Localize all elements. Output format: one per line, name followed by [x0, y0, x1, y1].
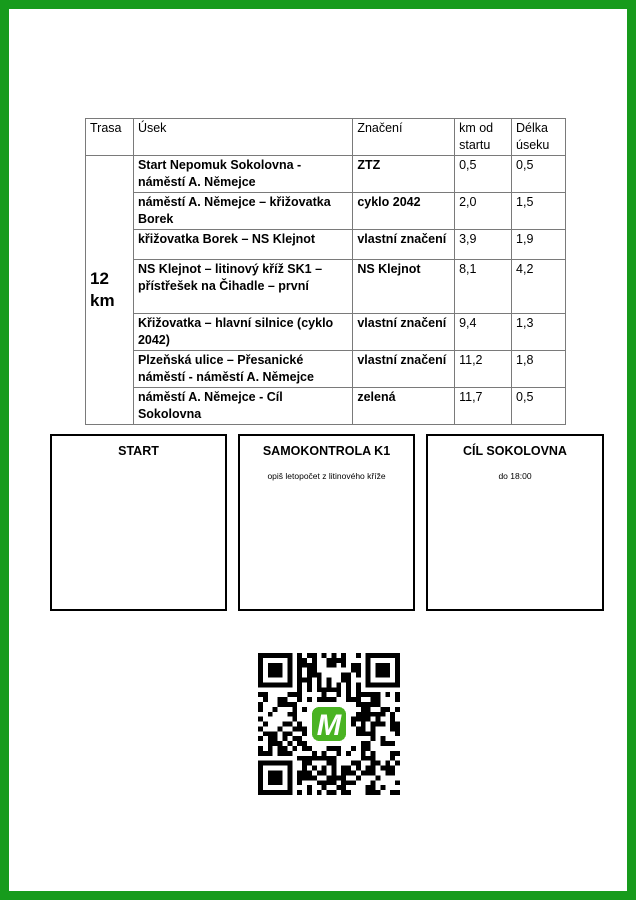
km-cell: 3,9 — [455, 230, 512, 260]
delka-cell: 1,8 — [512, 351, 566, 388]
znaceni-cell: ZTZ — [353, 156, 455, 193]
header-znaceni: Značení — [353, 119, 455, 156]
usek-line1: náměstí A. Němejce - Cíl — [137, 390, 283, 404]
km-cell: 11,2 — [455, 351, 512, 388]
usek-cell — [133, 193, 352, 230]
znaceni-cell: vlastní značení — [353, 351, 455, 388]
qr-logo-letter: M — [316, 708, 342, 742]
usek-cell: křižovatka Borek – NS Klejnot — [133, 230, 352, 260]
usek-line1: náměstí A. Němejce – křižovatka — [137, 195, 331, 209]
usek-line1: NS Klejnot – litinový kříž SK1 – — [137, 262, 323, 276]
k1-box-title: SAMOKONTROLA K1 — [262, 444, 391, 458]
usek-cell — [133, 388, 352, 425]
znaceni-cell: NS Klejnot — [353, 260, 455, 314]
km-cell: 9,4 — [455, 314, 512, 351]
header-delka-line1: Délka — [516, 121, 548, 135]
header-delka-line2: úseku — [516, 138, 550, 152]
usek-line1: Plzeňská ulice – Přesanické — [137, 353, 304, 367]
usek-cell — [133, 351, 352, 388]
table-header-row — [86, 119, 566, 156]
delka-cell: 1,5 — [512, 193, 566, 230]
usek-line2: náměstí A. Němejce — [137, 175, 256, 189]
header-km-line2: startu — [459, 138, 491, 152]
k1-box — [238, 434, 415, 611]
header-trasa: Trasa — [86, 119, 134, 156]
usek-line1: Křižovatka – hlavní silnice (cyklo — [137, 316, 334, 330]
k1-box-note: opiš letopočet z litinového kříže — [267, 471, 386, 481]
znaceni-cell: vlastní značení — [353, 230, 455, 260]
usek-line2: 2042) — [137, 333, 170, 347]
header-km — [455, 119, 512, 156]
usek-cell — [133, 156, 352, 193]
table-row — [86, 193, 566, 230]
usek-line2: přístřešek na Čihadle – první — [137, 279, 309, 293]
cil-box-note: do 18:00 — [498, 471, 532, 481]
header-delka — [512, 119, 566, 156]
delka-cell: 0,5 — [512, 388, 566, 425]
znaceni-cell: zelená — [353, 388, 455, 425]
znaceni-cell: cyklo 2042 — [353, 193, 455, 230]
trasa-value: 12 — [90, 269, 109, 288]
table-row — [86, 351, 566, 388]
delka-cell: 4,2 — [512, 260, 566, 314]
start-box — [50, 434, 227, 611]
table-row — [86, 388, 566, 425]
qr-code-icon — [258, 653, 400, 795]
usek-cell — [133, 314, 352, 351]
usek-cell — [133, 260, 352, 314]
km-cell: 11,7 — [455, 388, 512, 425]
header-km-line1: km od — [459, 121, 494, 135]
table-row — [86, 156, 566, 193]
km-cell: 8,1 — [455, 260, 512, 314]
delka-cell: 1,3 — [512, 314, 566, 351]
usek-line2: Sokolovna — [137, 407, 202, 421]
delka-cell: 0,5 — [512, 156, 566, 193]
table-row — [86, 260, 566, 314]
table-row — [86, 314, 566, 351]
start-box-title: START — [118, 444, 159, 458]
usek-line2: Borek — [137, 212, 174, 226]
header-usek: Úsek — [133, 119, 352, 156]
table-row — [86, 230, 566, 260]
route-table — [85, 118, 566, 425]
km-cell: 0,5 — [455, 156, 512, 193]
cil-box — [426, 434, 604, 611]
usek-line2: náměstí - náměstí A. Němejce — [137, 370, 314, 384]
trasa-cell — [86, 156, 134, 425]
znaceni-cell: vlastní značení — [353, 314, 455, 351]
km-cell: 2,0 — [455, 193, 512, 230]
delka-cell: 1,9 — [512, 230, 566, 260]
qr-logo — [312, 707, 346, 742]
usek-line1: Start Nepomuk Sokolovna - — [137, 158, 302, 172]
cil-box-title: CÍL SOKOLOVNA — [463, 444, 567, 458]
trasa-unit: km — [90, 291, 115, 310]
